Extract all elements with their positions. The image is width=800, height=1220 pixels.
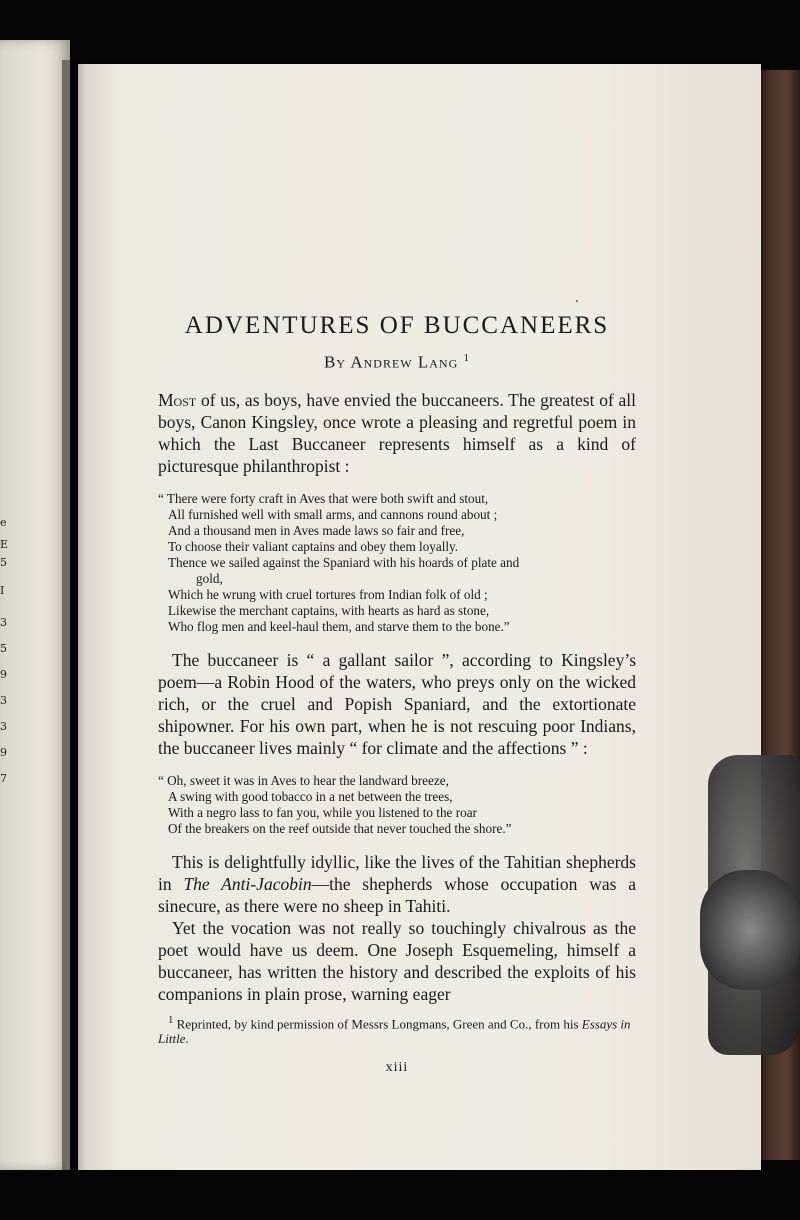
footnote-end: . <box>185 1030 189 1046</box>
verse-line: Who flog men and keel-haul them, and starve them to the bone.” <box>168 618 510 634</box>
page-number: xiii <box>385 1059 409 1075</box>
margin-mark: e <box>0 516 7 529</box>
paragraph <box>158 389 636 477</box>
footnote-mark: 1 <box>168 1013 174 1026</box>
page-text <box>158 312 636 1076</box>
verse-line: “ Oh, sweet it was in Aves to hear the landward breeze, <box>158 772 449 788</box>
verse-quote <box>158 491 636 635</box>
verse-line: Likewise the merchant captains, with hearts as hard as stone, <box>168 602 490 618</box>
page-gutter-shadow <box>62 60 86 1170</box>
verse-line: All furnished well with small arms, and cannons round about ; <box>168 506 498 522</box>
verse-quote <box>158 773 636 837</box>
byline-author: By Andrew Lang <box>324 352 459 372</box>
work-title: The Anti-Jacobin <box>183 873 312 894</box>
footnote-source: Essays in Little <box>158 1015 631 1046</box>
footnote-ref: 1 <box>463 352 470 364</box>
margin-mark: 3 <box>0 616 7 629</box>
footnote-text <box>158 1013 636 1046</box>
margin-mark: 5 <box>0 642 7 655</box>
margin-mark: E <box>0 538 9 551</box>
previous-page-marks <box>0 510 12 792</box>
verse-line: Thence we sailed against the Spaniard with his hoards of plate and <box>168 554 520 570</box>
page-clamp-knob <box>700 870 800 990</box>
margin-mark: 9 <box>0 668 7 681</box>
margin-mark: 9 <box>0 746 7 759</box>
paragraph-lead: Most <box>158 389 197 410</box>
paper-speck <box>576 300 578 302</box>
verse-line: A swing with good tobacco in a net between the trees, <box>168 788 453 804</box>
paragraph-text: of us, as boys, have envied the buccaneers. The greatest of all boys, Canon Kingsley, once wrote a pleasing and regretful poem in which the Last Buccaneer represents himself as a kind of picturesque philanthropist : <box>158 389 636 476</box>
verse-line: “ There were forty craft in Aves that were both swift and stout, <box>158 490 489 506</box>
paragraph: The buccaneer is “ a gallant sailor ”, according to Kingsley’s poem—a Robin Hood of the waters, who preys only on the wicked rich, or the cruel and Popish Spaniard, and the extortionate shipowner. For his own part, when he is not rescuing poor Indians, the buccaneer lives mainly “ for climate and the affections ” : <box>158 649 636 758</box>
margin-mark: I <box>0 584 5 597</box>
paragraph <box>158 851 636 917</box>
paragraph-text: —the shepherds whose occupation was a sinecure, as there were no sheep in Tahiti. <box>158 873 636 916</box>
previous-page-edge <box>0 40 70 1170</box>
margin-mark: 3 <box>0 720 7 733</box>
verse-line: To choose their valiant captains and obey them loyally. <box>168 538 459 554</box>
byline <box>158 352 636 373</box>
verse-line: Which he wrung with cruel tortures from Indian folk of old ; <box>168 586 488 602</box>
verse-line: gold, <box>196 570 223 586</box>
paragraph-text: This is delightfully idyllic, like the lives of the Tahitian shepherds in <box>158 851 636 894</box>
verse-line: And a thousand men in Aves made laws so fair and free, <box>168 522 465 538</box>
chapter-title: ADVENTURES OF BUCCANEERS <box>184 312 610 339</box>
footnote <box>158 1013 636 1046</box>
verse-line: With a negro lass to fan you, while you listened to the roar <box>168 804 477 820</box>
margin-mark: 7 <box>0 772 7 785</box>
margin-mark: 3 <box>0 694 7 707</box>
margin-mark: 5 <box>0 556 7 569</box>
verse-line: Of the breakers on the reef outside that never touched the shore.” <box>168 820 512 836</box>
footnote-body: Reprinted, by kind permission of Messrs Longmans, Green and Co., from his <box>173 1015 582 1031</box>
paragraph: Yet the vocation was not really so touchingly chivalrous as the poet would have us deem. One Joseph Esquemeling, himself a buccaneer, has written the history and described the exploits of his companions in plain prose, warning eager <box>158 917 636 1004</box>
